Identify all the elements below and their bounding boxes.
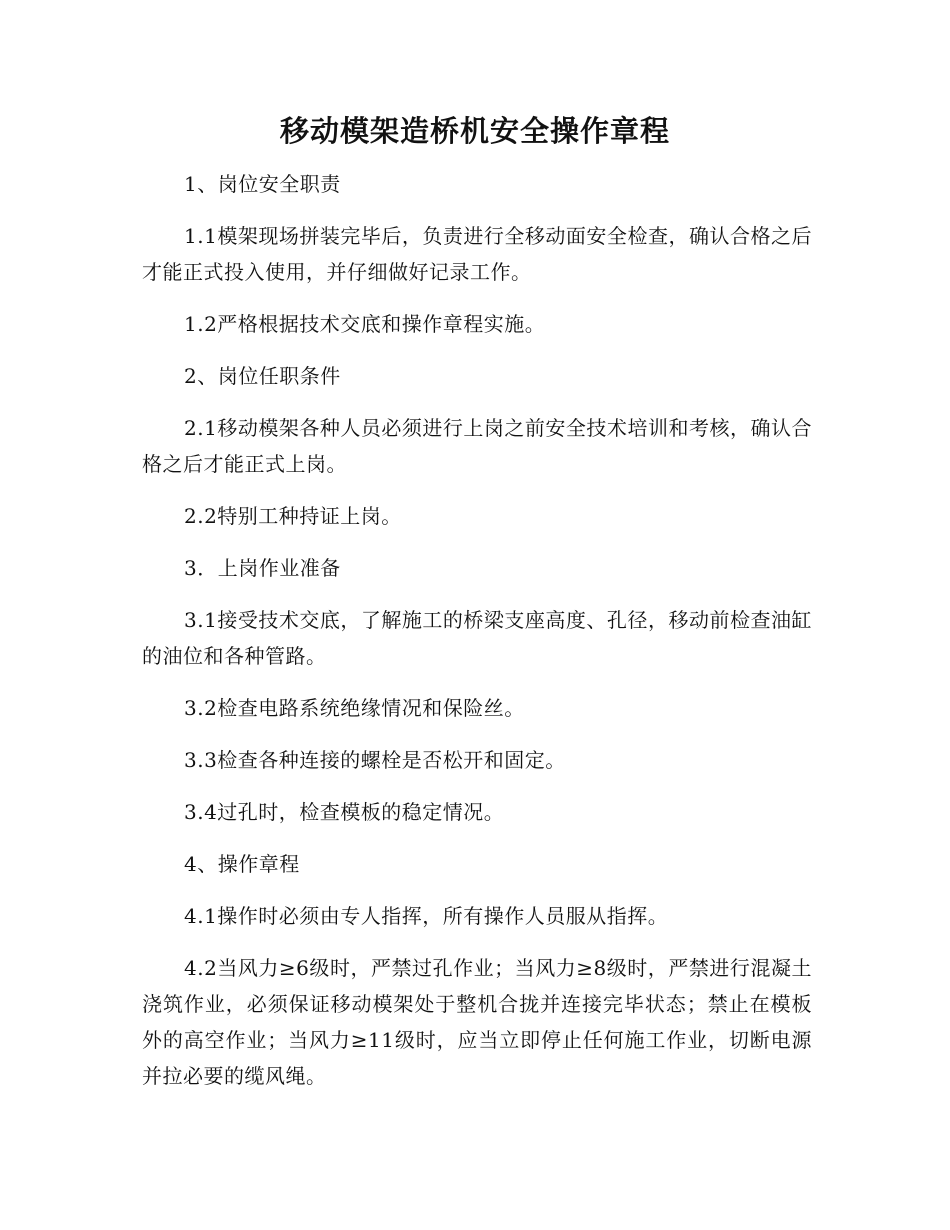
paragraph-4-1: 4.1操作时必须由专人指挥，所有操作人员服从指挥。 xyxy=(184,904,669,928)
paragraph-1-1: 1.1模架现场拼装完毕后，负责进行全移动面安全检查，确认合格之后才能正式投入使用，并仔细做好记录工作。 xyxy=(142,224,812,284)
paragraph-3-4: 3.4过孔时，检查模板的稳定情况。 xyxy=(184,800,505,824)
paragraph-3-1: 3.1接受技术交底，了解施工的桥梁支座高度、孔径，移动前检查油缸的油位和各种管路。 xyxy=(142,608,812,668)
paragraph-3-2: 3.2检查电路系统绝缘情况和保险丝。 xyxy=(184,696,525,720)
document-title: 移动模架造桥机安全操作章程 xyxy=(279,114,670,148)
paragraph-1-2: 1.2严格根据技术交底和操作章程实施。 xyxy=(184,312,546,336)
paragraph-2-2: 2.2特别工种持证上岗。 xyxy=(184,504,402,528)
document-body xyxy=(142,166,812,1110)
paragraph-3-3: 3.3检查各种连接的螺栓是否松开和固定。 xyxy=(184,748,566,772)
paragraph-2-1: 2.1移动模架各种人员必须进行上岗之前安全技术培训和考核，确认合格之后才能正式上岗。 xyxy=(142,416,812,476)
section-heading-4: 4、操作章程 xyxy=(184,852,300,876)
paragraph-4-2: 4.2当风力≥6级时，严禁过孔作业；当风力≥8级时，严禁进行混凝土浇筑作业，必须保证移动模架处于整机合拢并连接完毕状态；禁止在模板外的高空作业；当风力≥11级时，应当立即停止任何施工作业，切断电源并拉必要的缆风绳。 xyxy=(142,956,812,1088)
section-heading-1: 1、岗位安全职责 xyxy=(184,172,341,196)
section-heading-2: 2、岗位任职条件 xyxy=(184,364,341,388)
section-heading-3: 3．上岗作业准备 xyxy=(184,556,341,580)
